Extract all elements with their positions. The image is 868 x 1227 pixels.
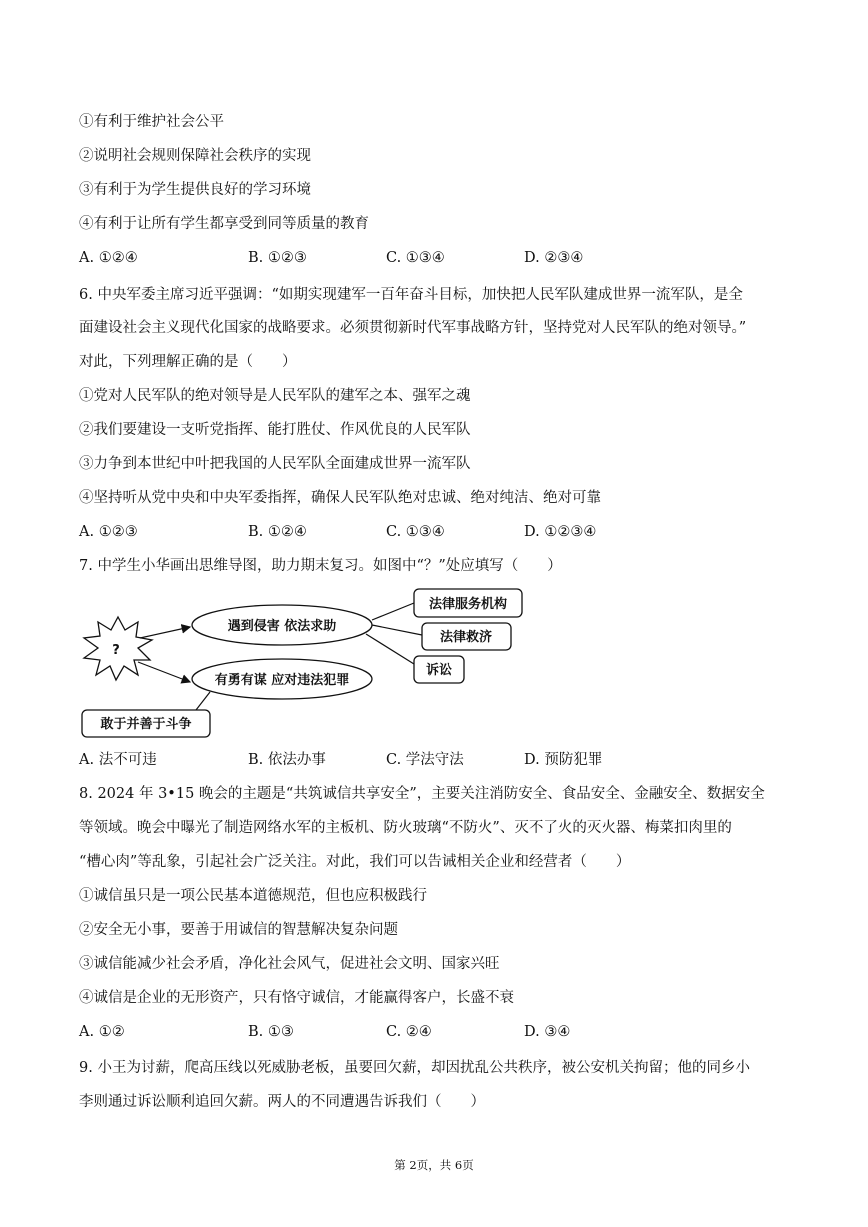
q8-stem-line-2: 等领域。晚会中曝光了制造网络水军的主板机、防火玻璃“不防火”、灭不了火的灭火器、梅菜扣肉里的 (79, 820, 732, 836)
q6-option-d[interactable]: D. ①②③④ (524, 524, 597, 540)
node-b-label: 有勇有谋 应对违法犯罪 (214, 673, 350, 688)
q6-item-1: ①党对人民军队的绝对领导是人民军队的建军之本、强军之魂 (79, 388, 471, 404)
q8-option-d[interactable]: D. ③④ (524, 1024, 571, 1040)
q9-stem-line-1: 9. 小王为讨薪，爬高压线以死威胁老板，虽要回欠薪，却因扰乱公共秩序，被公安机关拘留；他的同乡小 (79, 1060, 750, 1076)
q8-item-1: ①诚信虽只是一项公民基本道德规范，但也应积极践行 (79, 888, 427, 904)
q5-item-2: ②说明社会规则保障社会秩序的实现 (79, 148, 311, 164)
q5-option-d[interactable]: D. ②③④ (524, 250, 584, 266)
q7-option-d[interactable]: D. 预防犯罪 (524, 752, 603, 768)
q5-item-4: ④有利于让所有学生都享受到同等质量的教育 (79, 216, 369, 232)
connector-leaf-4 (196, 692, 210, 710)
page-footer: 第 2页，共 6页 (394, 1158, 474, 1172)
q5-option-c[interactable]: C. ①③④ (386, 250, 445, 266)
q6-option-b[interactable]: B. ①②④ (248, 524, 307, 540)
arrow-to-node-b (138, 662, 190, 682)
node-a-label: 遇到侵害 依法求助 (227, 619, 337, 634)
leaf-1-label: 法律服务机构 (428, 597, 508, 612)
q7-option-c[interactable]: C. 学法守法 (386, 752, 464, 768)
connector-leaf-2 (372, 625, 422, 635)
q8-item-3: ③诚信能减少社会矛盾，净化社会风气，促进社会文明、国家兴旺 (79, 956, 500, 972)
q8-item-4: ④诚信是企业的无形资产，只有恪守诚信，才能赢得客户，长盛不衰 (79, 990, 514, 1006)
starburst-label: ? (112, 643, 120, 658)
q8-option-a[interactable]: A. ①② (79, 1024, 125, 1040)
q8-stem-line-1: 8. 2024 年 3•15 晚会的主题是“共筑诚信共享安全”，主要关注消防安全、食品安全、金融安全、数据安全 (79, 786, 765, 802)
q5-option-b[interactable]: B. ①②③ (248, 250, 307, 266)
connector-leaf-3 (366, 634, 414, 664)
q6-stem-line-3: 对此，下列理解正确的是（ ） (79, 354, 297, 370)
q7-option-a[interactable]: A. 法不可违 (79, 752, 157, 768)
q6-item-4: ④坚持听从党中央和中央军委指挥，确保人民军队绝对忠诚、绝对纯洁、绝对可靠 (79, 490, 601, 506)
arrow-to-node-a (140, 627, 190, 638)
q8-stem-line-3: “槽心肉”等乱象，引起社会广泛关注。对此，我们可以告诫相关企业和经营者（ ） (79, 854, 631, 870)
q5-option-a[interactable]: A. ①②④ (79, 250, 138, 266)
q6-option-a[interactable]: A. ①②③ (79, 524, 138, 540)
leaf-4-label: 敢于并善于斗争 (100, 717, 192, 732)
connector-leaf-1 (372, 603, 414, 620)
q7-stem: 7. 中学生小华画出思维导图，助力期末复习。如图中“？”处应填写（ ） (79, 558, 562, 574)
q6-stem-line-2: 面建设社会主义现代化国家的战略要求。必须贯彻新时代军事战略方针，坚持党对人民军队的绝对领导。” (79, 320, 747, 336)
q5-item-3: ③有利于为学生提供良好的学习环境 (79, 182, 311, 198)
q6-item-2: ②我们要建设一支听党指挥、能打胜仗、作风优良的人民军队 (79, 422, 471, 438)
mind-map-diagram (78, 582, 538, 742)
q6-option-c[interactable]: C. ①③④ (386, 524, 445, 540)
q6-stem-line-1: 6. 中央军委主席习近平强调：“如期实现建军一百年奋斗目标，加快把人民军队建成世界一流军队，是全 (79, 287, 743, 303)
q8-option-b[interactable]: B. ①③ (248, 1024, 294, 1040)
leaf-2-label: 法律救济 (439, 630, 493, 645)
q8-option-c[interactable]: C. ②④ (386, 1024, 432, 1040)
q6-item-3: ③力争到本世纪中叶把我国的人民军队全面建成世界一流军队 (79, 456, 471, 472)
q7-option-b[interactable]: B. 依法办事 (248, 752, 326, 768)
q5-item-1: ①有利于维护社会公平 (79, 114, 224, 130)
leaf-3-label: 诉讼 (425, 663, 453, 678)
q8-item-2: ②安全无小事，要善于用诚信的智慧解决复杂问题 (79, 922, 398, 938)
q9-stem-line-2: 李则通过诉讼顺利追回欠薪。两人的不同遭遇告诉我们（ ） (79, 1094, 485, 1110)
